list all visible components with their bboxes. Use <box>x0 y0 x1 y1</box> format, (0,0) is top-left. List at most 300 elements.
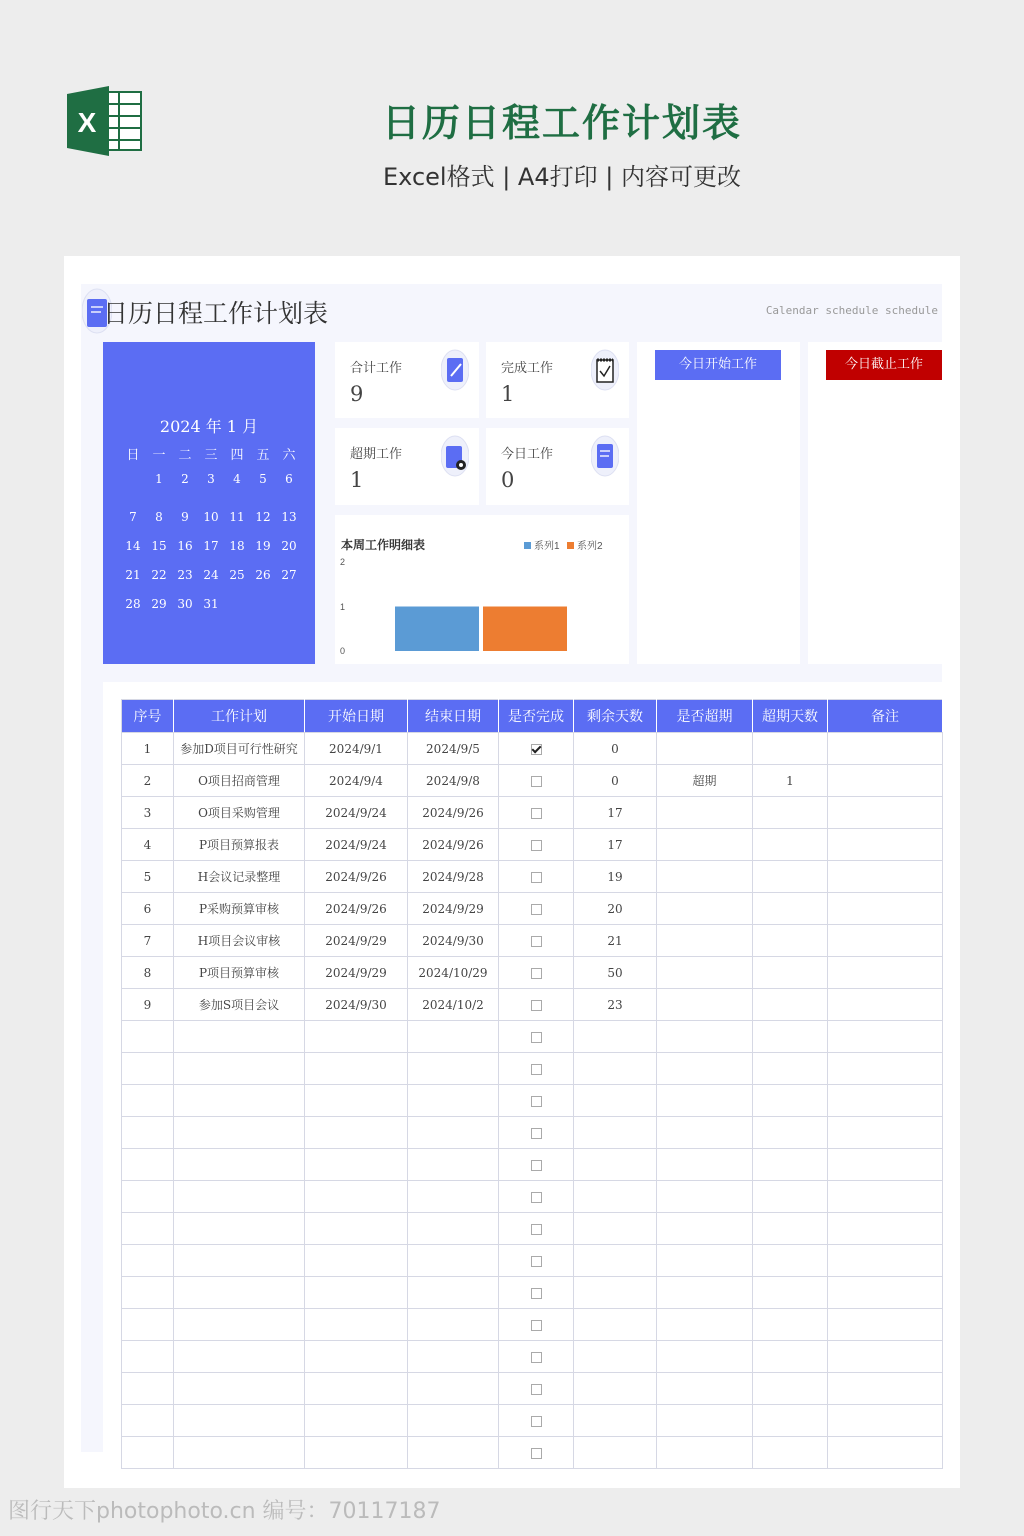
calendar-day[interactable]: 25 <box>229 568 245 582</box>
note-cell[interactable] <box>828 893 943 925</box>
calendar-day[interactable]: 15 <box>151 539 167 553</box>
done-cell[interactable] <box>499 1245 574 1277</box>
y-tick-label: 1 <box>340 602 346 612</box>
row-number[interactable] <box>122 1405 174 1437</box>
done-cell[interactable] <box>499 765 574 797</box>
done-cell[interactable] <box>499 1341 574 1373</box>
document-edit-icon <box>441 348 469 392</box>
row-number[interactable]: 2 <box>122 765 174 797</box>
overdue-cell[interactable] <box>657 1341 753 1373</box>
calendar-day[interactable] <box>276 597 302 611</box>
start-date-cell[interactable]: 2024/9/29 <box>305 957 408 989</box>
table-row <box>122 1245 943 1277</box>
row-number[interactable]: 1 <box>122 733 174 765</box>
done-cell[interactable] <box>499 1373 574 1405</box>
remaining-days-cell[interactable]: 19 <box>574 861 657 893</box>
plan-cell[interactable] <box>174 1117 305 1149</box>
note-cell[interactable] <box>828 1149 943 1181</box>
overdue-cell[interactable] <box>657 829 753 861</box>
column-header[interactable]: 是否超期 <box>657 700 753 733</box>
start-date-cell[interactable]: 2024/9/26 <box>305 893 408 925</box>
calendar-weekday-row <box>120 444 304 463</box>
plan-cell[interactable] <box>174 1373 305 1405</box>
note-cell[interactable] <box>828 1405 943 1437</box>
done-cell[interactable] <box>499 1277 574 1309</box>
note-cell[interactable] <box>828 1341 943 1373</box>
done-cell[interactable] <box>499 733 574 765</box>
table-row <box>122 1405 943 1437</box>
row-number[interactable] <box>122 1149 174 1181</box>
checkbox[interactable] <box>531 1352 542 1363</box>
plan-cell[interactable]: 参加D项目可行性研究 <box>174 733 305 765</box>
overdue-days-cell[interactable] <box>753 797 828 829</box>
calendar-day[interactable]: 1 <box>155 472 163 486</box>
overdue-cell[interactable] <box>657 1437 753 1469</box>
row-number[interactable]: 5 <box>122 861 174 893</box>
remaining-days-cell[interactable] <box>574 1373 657 1405</box>
checkbox[interactable] <box>531 840 542 851</box>
end-date-cell[interactable]: 2024/9/8 <box>408 765 499 797</box>
y-tick-label: 0 <box>340 646 346 656</box>
start-date-cell[interactable] <box>305 1437 408 1469</box>
checkbox[interactable] <box>531 1320 542 1331</box>
note-cell[interactable] <box>828 1373 943 1405</box>
plan-cell[interactable] <box>174 1405 305 1437</box>
overdue-cell[interactable] <box>657 733 753 765</box>
note-cell[interactable] <box>828 1117 943 1149</box>
done-cell[interactable] <box>499 1405 574 1437</box>
weekday-label: 六 <box>282 448 296 463</box>
overdue-days-cell[interactable] <box>753 1213 828 1245</box>
checkbox[interactable] <box>531 936 542 947</box>
note-cell[interactable] <box>828 1085 943 1117</box>
done-cell[interactable] <box>499 1213 574 1245</box>
calendar-day[interactable]: 17 <box>203 539 219 553</box>
end-date-cell[interactable]: 2024/10/2 <box>408 989 499 1021</box>
calendar-week-row <box>120 510 304 524</box>
overdue-days-cell[interactable] <box>753 989 828 1021</box>
calendar-day[interactable]: 3 <box>207 472 215 486</box>
remaining-days-cell[interactable] <box>574 1277 657 1309</box>
end-date-cell[interactable] <box>408 1245 499 1277</box>
remaining-days-cell[interactable] <box>574 1437 657 1469</box>
done-cell[interactable] <box>499 893 574 925</box>
remaining-days-cell[interactable] <box>574 1309 657 1341</box>
overdue-cell[interactable] <box>657 1373 753 1405</box>
done-cell[interactable] <box>499 1149 574 1181</box>
remaining-days-cell[interactable] <box>574 1341 657 1373</box>
checkbox[interactable] <box>531 968 542 979</box>
row-number[interactable]: 6 <box>122 893 174 925</box>
stat-value: 1 <box>501 382 515 406</box>
start-date-cell[interactable] <box>305 1373 408 1405</box>
table-row <box>122 1053 943 1085</box>
plan-cell[interactable] <box>174 1277 305 1309</box>
overdue-cell[interactable] <box>657 797 753 829</box>
remaining-days-cell[interactable] <box>574 1405 657 1437</box>
calendar-day[interactable]: 10 <box>203 510 219 524</box>
calendar-day[interactable]: 31 <box>203 597 219 611</box>
note-cell[interactable] <box>828 765 943 797</box>
column-header[interactable]: 序号 <box>122 700 174 733</box>
remaining-days-cell[interactable] <box>574 1213 657 1245</box>
end-date-cell[interactable] <box>408 1341 499 1373</box>
checklist-icon <box>591 348 619 392</box>
row-number[interactable]: 7 <box>122 925 174 957</box>
calendar-day[interactable]: 13 <box>281 510 297 524</box>
remaining-days-cell[interactable]: 17 <box>574 829 657 861</box>
overdue-cell[interactable] <box>657 957 753 989</box>
row-number[interactable] <box>122 1245 174 1277</box>
overdue-cell[interactable] <box>657 1117 753 1149</box>
done-cell[interactable] <box>499 1053 574 1085</box>
start-date-cell[interactable] <box>305 1181 408 1213</box>
plan-cell[interactable]: P项目预算报表 <box>174 829 305 861</box>
plan-cell[interactable]: H会议记录整理 <box>174 861 305 893</box>
note-cell[interactable] <box>828 829 943 861</box>
column-header[interactable]: 超期天数 <box>753 700 828 733</box>
note-cell[interactable] <box>828 1437 943 1469</box>
end-date-cell[interactable] <box>408 1181 499 1213</box>
table-row <box>122 1085 943 1117</box>
remaining-days-cell[interactable]: 0 <box>574 733 657 765</box>
checkbox[interactable] <box>531 1032 542 1043</box>
overdue-cell[interactable] <box>657 1405 753 1437</box>
plan-cell[interactable] <box>174 1181 305 1213</box>
overdue-days-cell[interactable] <box>753 829 828 861</box>
end-date-cell[interactable] <box>408 1373 499 1405</box>
remaining-days-cell[interactable]: 20 <box>574 893 657 925</box>
note-cell[interactable] <box>828 957 943 989</box>
table-row <box>122 1181 943 1213</box>
end-date-cell[interactable] <box>408 1309 499 1341</box>
plan-cell[interactable]: H项目会议审核 <box>174 925 305 957</box>
overdue-days-cell[interactable] <box>753 957 828 989</box>
end-date-cell[interactable]: 2024/10/29 <box>408 957 499 989</box>
row-number[interactable] <box>122 1213 174 1245</box>
checkbox[interactable] <box>531 1288 542 1299</box>
note-cell[interactable] <box>828 925 943 957</box>
plan-cell[interactable] <box>174 1085 305 1117</box>
overdue-cell[interactable] <box>657 925 753 957</box>
note-cell[interactable] <box>828 1021 943 1053</box>
start-date-cell[interactable] <box>305 1053 408 1085</box>
note-cell[interactable] <box>828 733 943 765</box>
note-cell[interactable] <box>828 1053 943 1085</box>
plan-cell[interactable] <box>174 1309 305 1341</box>
end-date-cell[interactable]: 2024/9/29 <box>408 893 499 925</box>
overdue-cell[interactable] <box>657 1053 753 1085</box>
checkbox[interactable] <box>531 1192 542 1203</box>
remaining-days-cell[interactable]: 50 <box>574 957 657 989</box>
overdue-cell[interactable] <box>657 1149 753 1181</box>
done-cell[interactable] <box>499 1437 574 1469</box>
start-date-cell[interactable]: 2024/9/29 <box>305 925 408 957</box>
end-date-cell[interactable] <box>408 1117 499 1149</box>
remaining-days-cell[interactable] <box>574 1181 657 1213</box>
calendar-widget <box>103 342 315 664</box>
calendar-day[interactable]: 27 <box>281 568 297 582</box>
end-date-cell[interactable]: 2024/9/28 <box>408 861 499 893</box>
weekday-label: 五 <box>256 448 270 463</box>
overdue-days-cell[interactable] <box>753 1149 828 1181</box>
checkbox[interactable] <box>531 776 542 787</box>
overdue-days-cell[interactable] <box>753 893 828 925</box>
calendar-day[interactable]: 30 <box>177 597 193 611</box>
plan-cell[interactable]: P项目预算审核 <box>174 957 305 989</box>
checkbox[interactable] <box>531 1096 542 1107</box>
done-cell[interactable] <box>499 1309 574 1341</box>
plan-cell[interactable] <box>174 1021 305 1053</box>
note-cell[interactable] <box>828 1213 943 1245</box>
checkbox[interactable] <box>531 1128 542 1139</box>
note-cell[interactable] <box>828 861 943 893</box>
remaining-days-cell[interactable] <box>574 1085 657 1117</box>
done-cell[interactable] <box>499 925 574 957</box>
legend-label-series1: 系列1 <box>534 541 560 552</box>
row-number[interactable] <box>122 1373 174 1405</box>
plan-cell[interactable] <box>174 1245 305 1277</box>
start-date-cell[interactable]: 2024/9/4 <box>305 765 408 797</box>
note-cell[interactable] <box>828 1309 943 1341</box>
end-date-cell[interactable] <box>408 1085 499 1117</box>
plan-cell[interactable]: O项目招商管理 <box>174 765 305 797</box>
checkbox[interactable] <box>531 808 542 819</box>
done-cell[interactable] <box>499 829 574 861</box>
end-date-cell[interactable]: 2024/9/30 <box>408 925 499 957</box>
column-header[interactable]: 工作计划 <box>174 700 305 733</box>
overdue-days-cell[interactable]: 1 <box>753 765 828 797</box>
note-cell[interactable] <box>828 797 943 829</box>
end-date-cell[interactable] <box>408 1149 499 1181</box>
overdue-days-cell[interactable] <box>753 925 828 957</box>
column-header[interactable]: 是否完成 <box>499 700 574 733</box>
overdue-days-cell[interactable] <box>753 1053 828 1085</box>
end-date-cell[interactable] <box>408 1213 499 1245</box>
checkbox[interactable] <box>531 1256 542 1267</box>
end-date-cell[interactable]: 2024/9/26 <box>408 797 499 829</box>
end-date-cell[interactable]: 2024/9/26 <box>408 829 499 861</box>
end-date-cell[interactable] <box>408 1021 499 1053</box>
checkbox[interactable] <box>531 904 542 915</box>
checkbox[interactable] <box>531 1224 542 1235</box>
checkbox[interactable] <box>531 1064 542 1075</box>
overdue-days-cell[interactable] <box>753 1117 828 1149</box>
checkbox[interactable] <box>531 1000 542 1011</box>
today-deadline-button[interactable]: 今日截止工作 <box>826 350 942 380</box>
row-number[interactable]: 9 <box>122 989 174 1021</box>
checkbox[interactable] <box>531 744 542 755</box>
column-header[interactable]: 剩余天数 <box>574 700 657 733</box>
start-date-cell[interactable]: 2024/9/1 <box>305 733 408 765</box>
overdue-days-cell[interactable] <box>753 1277 828 1309</box>
checkbox[interactable] <box>531 1160 542 1171</box>
sheet-title: 日历日程工作计划表 <box>103 299 329 328</box>
plan-cell[interactable] <box>174 1437 305 1469</box>
calendar-day[interactable]: 20 <box>281 539 297 553</box>
start-date-cell[interactable] <box>305 1149 408 1181</box>
plan-cell[interactable]: O项目采购管理 <box>174 797 305 829</box>
chart-title: 本周工作明细表 <box>341 538 426 552</box>
done-cell[interactable] <box>499 989 574 1021</box>
end-date-cell[interactable] <box>408 1053 499 1085</box>
remaining-days-cell[interactable] <box>574 1245 657 1277</box>
plan-cell[interactable]: 参加S项目会议 <box>174 989 305 1021</box>
start-date-cell[interactable]: 2024/9/24 <box>305 829 408 861</box>
done-cell[interactable] <box>499 1021 574 1053</box>
overdue-days-cell[interactable] <box>753 1309 828 1341</box>
row-number[interactable]: 4 <box>122 829 174 861</box>
stat-label: 合计工作 <box>350 361 403 376</box>
overdue-days-cell[interactable] <box>753 733 828 765</box>
remaining-days-cell[interactable] <box>574 1117 657 1149</box>
start-date-cell[interactable]: 2024/9/30 <box>305 989 408 1021</box>
calendar-day[interactable]: 6 <box>285 472 293 486</box>
table-row <box>122 1213 943 1245</box>
done-cell[interactable] <box>499 1117 574 1149</box>
overdue-cell[interactable] <box>657 893 753 925</box>
start-date-cell[interactable] <box>305 1021 408 1053</box>
overdue-cell[interactable] <box>657 1277 753 1309</box>
overdue-cell[interactable] <box>657 861 753 893</box>
overdue-cell[interactable] <box>657 1213 753 1245</box>
plan-cell[interactable] <box>174 1149 305 1181</box>
start-date-cell[interactable] <box>305 1213 408 1245</box>
calendar-day[interactable]: 9 <box>181 510 189 524</box>
start-date-cell[interactable]: 2024/9/26 <box>305 861 408 893</box>
start-date-cell[interactable] <box>305 1117 408 1149</box>
calendar-day[interactable]: 8 <box>155 510 163 524</box>
calendar-day[interactable] <box>224 597 250 611</box>
row-number[interactable] <box>122 1053 174 1085</box>
calendar-day[interactable]: 29 <box>151 597 167 611</box>
row-number[interactable]: 8 <box>122 957 174 989</box>
plan-cell[interactable] <box>174 1213 305 1245</box>
column-header[interactable]: 开始日期 <box>305 700 408 733</box>
overdue-days-cell[interactable] <box>753 1181 828 1213</box>
note-cell[interactable] <box>828 1181 943 1213</box>
overdue-days-cell[interactable] <box>753 861 828 893</box>
overdue-cell[interactable] <box>657 1085 753 1117</box>
calendar-day[interactable]: 23 <box>177 568 193 582</box>
note-cell[interactable] <box>828 1245 943 1277</box>
row-number[interactable] <box>122 1277 174 1309</box>
column-header[interactable]: 结束日期 <box>408 700 499 733</box>
remaining-days-cell[interactable]: 21 <box>574 925 657 957</box>
overdue-cell[interactable] <box>657 1245 753 1277</box>
remaining-days-cell[interactable] <box>574 1021 657 1053</box>
start-date-cell[interactable] <box>305 1277 408 1309</box>
start-date-cell[interactable] <box>305 1341 408 1373</box>
done-cell[interactable] <box>499 797 574 829</box>
overdue-days-cell[interactable] <box>753 1373 828 1405</box>
calendar-day[interactable]: 4 <box>233 472 241 486</box>
today-start-button[interactable]: 今日开始工作 <box>655 350 781 380</box>
row-number[interactable] <box>122 1181 174 1213</box>
start-date-cell[interactable] <box>305 1309 408 1341</box>
calendar-day[interactable]: 22 <box>151 568 167 582</box>
overdue-cell[interactable] <box>657 989 753 1021</box>
overdue-days-cell[interactable] <box>753 1341 828 1373</box>
overdue-days-cell[interactable] <box>753 1405 828 1437</box>
row-number[interactable] <box>122 1117 174 1149</box>
checkbox[interactable] <box>531 1384 542 1395</box>
overdue-days-cell[interactable] <box>753 1021 828 1053</box>
checkbox[interactable] <box>531 1416 542 1427</box>
end-date-cell[interactable] <box>408 1405 499 1437</box>
plan-cell[interactable]: P采购预算审核 <box>174 893 305 925</box>
row-number[interactable] <box>122 1021 174 1053</box>
calendar-day[interactable]: 21 <box>125 568 141 582</box>
end-date-cell[interactable] <box>408 1437 499 1469</box>
done-cell[interactable] <box>499 861 574 893</box>
calendar-day[interactable]: 24 <box>203 568 219 582</box>
row-number[interactable] <box>122 1085 174 1117</box>
table-row <box>122 989 943 1021</box>
weekday-label: 三 <box>204 448 218 463</box>
checkbox[interactable] <box>531 872 542 883</box>
column-header[interactable]: 备注 <box>828 700 943 733</box>
note-cell[interactable] <box>828 989 943 1021</box>
checkbox[interactable] <box>531 1448 542 1459</box>
remaining-days-cell[interactable] <box>574 1053 657 1085</box>
remaining-days-cell[interactable] <box>574 1149 657 1181</box>
calendar-day[interactable]: 5 <box>259 472 267 486</box>
overdue-cell[interactable] <box>657 1181 753 1213</box>
start-date-cell[interactable] <box>305 1245 408 1277</box>
overdue-days-cell[interactable] <box>753 1085 828 1117</box>
calendar-day[interactable] <box>250 597 276 611</box>
calendar-day[interactable]: 19 <box>255 539 271 553</box>
row-number[interactable]: 3 <box>122 797 174 829</box>
row-number[interactable] <box>122 1341 174 1373</box>
legend-swatch-series2 <box>567 542 574 549</box>
overdue-days-cell[interactable] <box>753 1437 828 1469</box>
calendar-day[interactable]: 16 <box>177 539 193 553</box>
overdue-cell[interactable] <box>657 1021 753 1053</box>
remaining-days-cell[interactable]: 23 <box>574 989 657 1021</box>
done-cell[interactable] <box>499 1085 574 1117</box>
row-number[interactable] <box>122 1309 174 1341</box>
end-date-cell[interactable]: 2024/9/5 <box>408 733 499 765</box>
calendar-day[interactable]: 14 <box>125 539 141 553</box>
note-cell[interactable] <box>828 1277 943 1309</box>
calendar-day[interactable]: 11 <box>229 510 245 524</box>
calendar-day[interactable]: 28 <box>125 597 141 611</box>
start-date-cell[interactable] <box>305 1085 408 1117</box>
calendar-day[interactable]: 12 <box>255 510 271 524</box>
calendar-day[interactable] <box>120 472 146 486</box>
row-number[interactable] <box>122 1437 174 1469</box>
weekday-label: 二 <box>178 448 192 463</box>
calendar-day[interactable]: 7 <box>129 510 137 524</box>
remaining-days-cell[interactable]: 0 <box>574 765 657 797</box>
done-cell[interactable] <box>499 1181 574 1213</box>
calendar-day[interactable]: 26 <box>255 568 271 582</box>
overdue-cell[interactable] <box>657 1309 753 1341</box>
end-date-cell[interactable] <box>408 1277 499 1309</box>
plan-cell[interactable] <box>174 1053 305 1085</box>
overdue-cell[interactable]: 超期 <box>657 765 753 797</box>
plan-cell[interactable] <box>174 1341 305 1373</box>
calendar-day[interactable]: 2 <box>181 472 189 486</box>
remaining-days-cell[interactable]: 17 <box>574 797 657 829</box>
overdue-days-cell[interactable] <box>753 1245 828 1277</box>
calendar-day[interactable]: 18 <box>229 539 245 553</box>
start-date-cell[interactable] <box>305 1405 408 1437</box>
start-date-cell[interactable]: 2024/9/24 <box>305 797 408 829</box>
done-cell[interactable] <box>499 957 574 989</box>
